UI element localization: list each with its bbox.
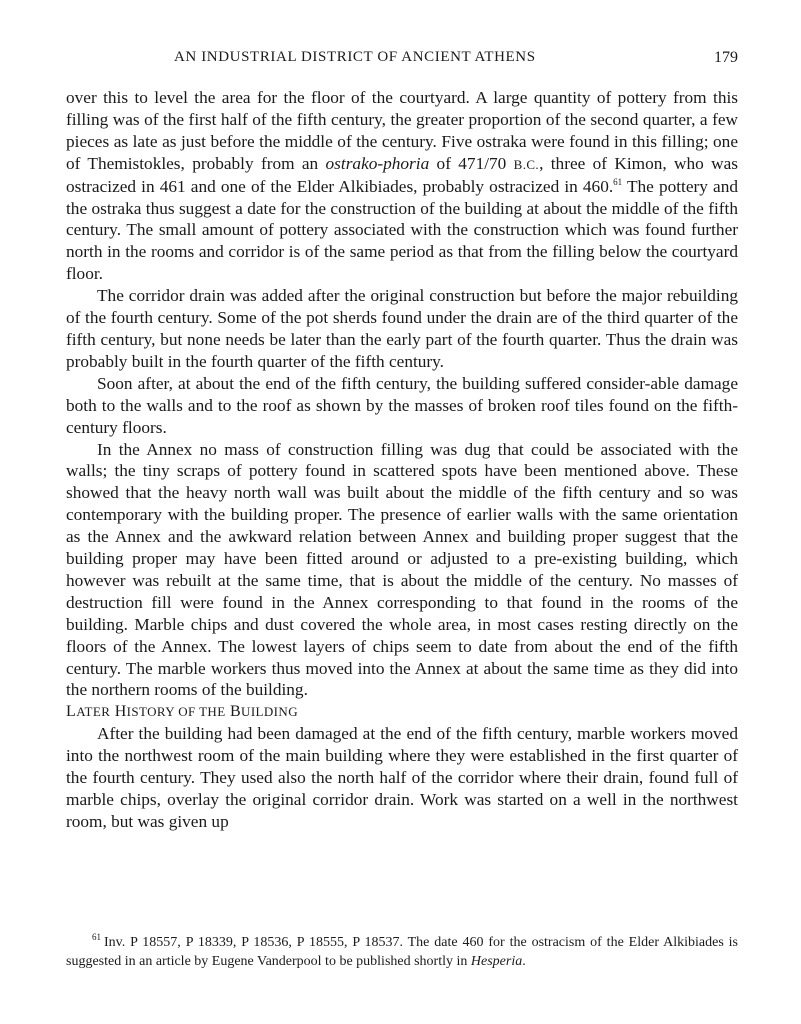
footnote-journal: Hesperia	[470, 954, 523, 969]
paragraph-4: In the Annex no mass of construction filling was dug that could be associated with the walls; the tiny scraps of pottery found in scattered spots have been mentioned above. These showed that the heavy north wall was built about the middle of the fifth century and so was contemporary with the building proper. The presence of earlier walls with the same orientation as the Annex and the awkward relation between Annex and building proper suggest that the building proper may have been fitted around or adjusted to a pre-existing building, which however was rebuilt at the same time, that is about the middle of the century. No masses of destruction fill were found in the Annex corresponding to that found in the rooms of the building. Marble chips and dust covered the whole area, in most cases resting directly on the floors of the Annex. The lowest layers of chips seem to date from about the end of the fifth century. The marble workers thus moved into the Annex at about the same time as they did into the northern rooms of the building.	[66, 439, 738, 700]
footnote-end: .	[522, 954, 526, 969]
heading-initial-1: L	[66, 703, 77, 721]
page-number: 179	[714, 49, 738, 66]
paragraph-3: Soon after, at about the end of the fifth century, the building suffered consider-able damage both to the walls and to the roof as shown by the masses of broken roof tiles found on the fifth-century floors.	[66, 373, 738, 437]
footnote-61	[66, 933, 738, 971]
heading-word-1: ATER	[76, 704, 111, 720]
heading-initial-3: B	[229, 703, 242, 721]
running-title: AN INDUSTRIAL DISTRICT OF ANCIENT ATHENS	[174, 49, 536, 65]
term-ostrakophoria: ostrako-phoria	[325, 153, 430, 173]
paragraph-1-text-a: over this to level the area for the floor of the courtyard. A large quantity of pottery from this filling was of the first half of the fifth century, the greater proportion of the second quarter, a few pieces as late as just before the middle of the century. Five ostraka were found in this filling; one of Themistokles, probably from an	[66, 88, 738, 173]
paragraph-2: The corridor drain was added after the original construction but before the major rebuilding of the fourth century. Some of the pot sherds found under the drain are of the third quarter of the fifth century, but none needs be later than the early part of the fourth quarter. Thus the drain was probably built in the fourth quarter of the fifth century.	[66, 286, 738, 371]
paragraph-1-text-e: , three of Kimon, who was ostracized in 461 and one of the Elder Alkibiades, probably ostracized in 460.	[66, 153, 738, 196]
section-heading	[66, 701, 738, 723]
paragraph-1-text-g: The pottery and the ostraka thus suggest a date for the construction of the building at about the middle of the fifth century. The small amount of pottery associated with the construction which was found further north in the rooms and corridor is of the same period as that from the filling below the courtyard floor.	[66, 176, 739, 284]
page-header	[66, 49, 738, 73]
footnote-number: 61	[92, 932, 101, 943]
paragraph-1-text-c: of 471/70	[429, 153, 514, 173]
paragraph-5: After the building had been damaged at the end of the fifth century, marble workers moved into the northwest room of the main building where they were established in the first quarter of the fourth century. They used also the north half of the corridor where their drain, found full of marble chips, overlay the original corridor drain. Work was started on a well in the northwest room, but was given up	[66, 724, 738, 831]
body-text	[66, 87, 738, 833]
heading-initial-2: H	[114, 703, 127, 721]
heading-word-2: ISTORY OF THE	[126, 704, 226, 720]
heading-word-3: UILDING	[241, 704, 298, 720]
paragraph-1	[66, 87, 738, 285]
era-abbreviation: B.C.	[513, 156, 540, 172]
footnote-text: Inv. P 18557, P 18339, P 18536, P 18555, P 18537. The date 460 for the ostracism of the Elder Alkibiades is suggested in an article by Eugene Vanderpool to be published shortly in	[66, 935, 738, 969]
footnote-reference-61[interactable]: 61	[613, 176, 623, 187]
